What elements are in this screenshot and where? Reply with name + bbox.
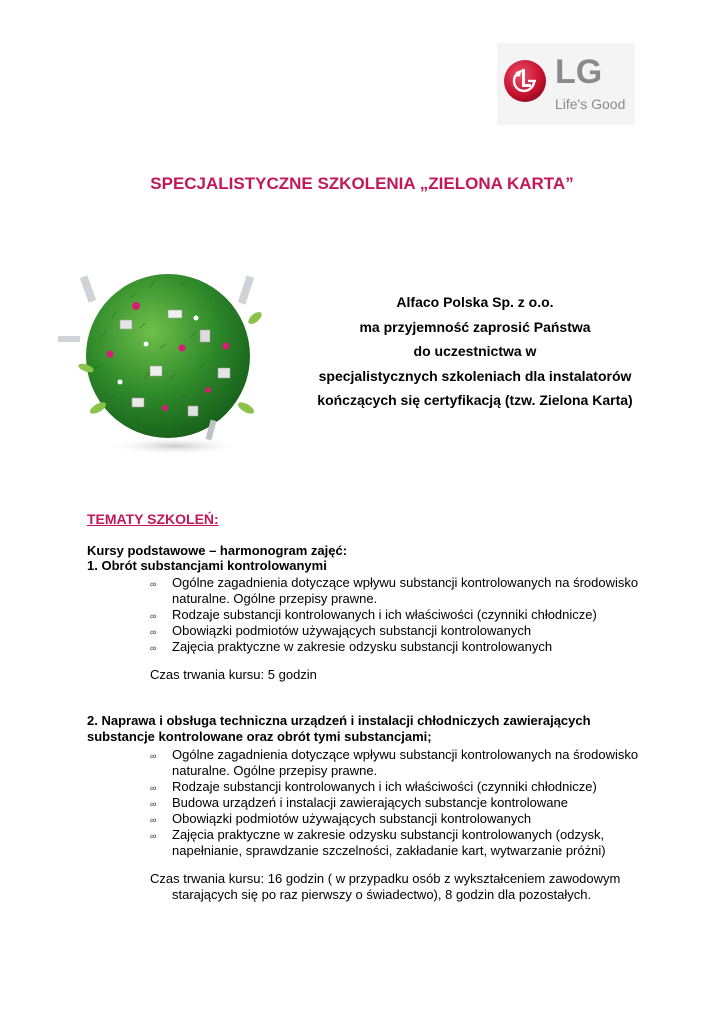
course2-duration-line2: starających się po raz pierwszy o świadectwo), 8 godzin dla pozostałych. [172, 887, 592, 902]
bullet-icon: ∞ [150, 611, 157, 621]
list-item-text: Zajęcia praktyczne w zakresie odzysku substancji kontrolowanych [172, 639, 553, 654]
course2-duration [150, 871, 650, 903]
list-item-text: Rodzaje substancji kontrolowanych i ich właściwości (czynniki chłodnicze) [172, 779, 597, 794]
page-title: SPECJALISTYCZNE SZKOLENIA „ZIELONA KARTA” [150, 174, 574, 193]
list-item-text: Budowa urządzeń i instalacji zawierających substancje kontrolowane [172, 795, 568, 810]
lg-logo-icon [503, 59, 547, 103]
invitation-line: ma przyjemność zaprosić Państwa [359, 318, 591, 335]
course2-topic-list [150, 747, 650, 859]
course2-title: 2. Naprawa i obsługa techniczna urządzeń i instalacji chłodniczych zawierających substancje kontrolowane oraz obrót tymi substancjami; [87, 713, 591, 744]
bullet-icon: ∞ [150, 579, 157, 589]
list-item-text: Obowiązki podmiotów używających substancji kontrolowanych [172, 623, 532, 638]
bullet-icon: ∞ [150, 783, 157, 793]
invitation-line: Alfaco Polska Sp. z o.o. [396, 294, 554, 310]
list-item [150, 779, 650, 795]
list-item [150, 607, 650, 623]
invitation-line: kończących się certyfikacją (tzw. Zielona Karta) [317, 392, 633, 408]
list-item [150, 795, 650, 811]
list-item-text: Ogólne zagadnienia dotyczące wpływu substancji kontrolowanych na środowisko naturalne. Ogólne przepisy prawne. [172, 747, 639, 778]
list-item-text: Rodzaje substancji kontrolowanych i ich właściwości (czynniki chłodnicze) [172, 607, 597, 622]
course2-duration-line1: Czas trwania kursu: 16 godzin ( w przypadku osób z wykształceniem zawodowym [150, 871, 621, 886]
list-item-text: Ogólne zagadnienia dotyczące wpływu substancji kontrolowanych na środowisko naturalne. Ogólne przepisy prawne. [172, 575, 639, 606]
courses-label: Kursy podstawowe – harmonogram zajęć: [87, 543, 348, 558]
bullet-icon: ∞ [150, 643, 157, 653]
topics-heading: TEMATY SZKOLEŃ: [87, 511, 219, 527]
bullet-icon: ∞ [150, 799, 157, 809]
course1-title: 1. Obrót substancjami kontrolowanymi [87, 558, 327, 573]
green-globe-illustration [50, 258, 280, 458]
list-item [150, 623, 650, 639]
invitation-text [295, 290, 655, 413]
list-item [150, 575, 650, 607]
bullet-icon: ∞ [150, 831, 157, 841]
invitation-line: specjalistycznych szkoleniach dla instalatorów [318, 367, 632, 384]
lg-brand-text: LG [555, 53, 603, 91]
course1-topic-list [150, 575, 650, 655]
list-item [150, 811, 650, 827]
list-item-text: Obowiązki podmiotów używających substancji kontrolowanych [172, 811, 532, 826]
bullet-icon: ∞ [150, 815, 157, 825]
invitation-line: do uczestnictwa w [413, 343, 537, 359]
course1-duration: Czas trwania kursu: 5 godzin [150, 667, 317, 682]
list-item [150, 639, 650, 655]
list-item [150, 747, 650, 779]
bullet-icon: ∞ [150, 751, 157, 761]
list-item-text: Zajęcia praktyczne w zakresie odzysku substancji kontrolowanych (odzysk, napełnianie, sprawdzanie szczelności, zakładanie kart, wytwarzanie próżni) [172, 827, 606, 858]
list-item [150, 827, 650, 859]
bullet-icon: ∞ [150, 627, 157, 637]
lg-slogan: Life's Good [555, 96, 626, 112]
